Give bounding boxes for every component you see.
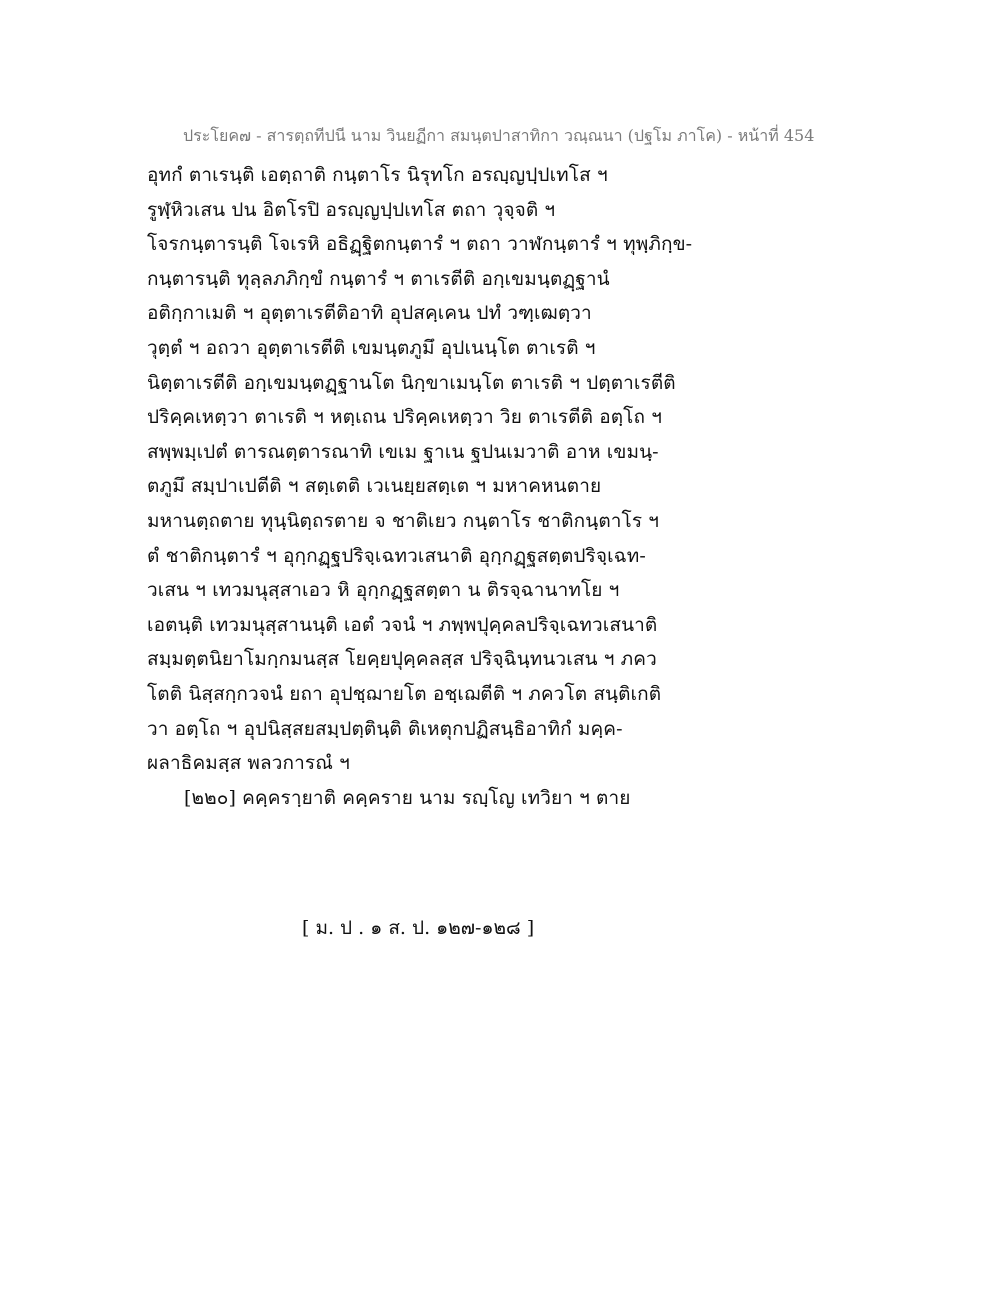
- text-line: ตภูมึ สมฺปาเปตีติ ฯ สตฺเตติ เวเนยฺยสตฺเต ฯ มหาคหนตาย: [147, 475, 602, 498]
- text-line: สพฺพมฺเปตํ ตารณตฺตารณาทิ เขเม ฐาเน ฐปนเมวาติ อาห เขมนฺ-: [147, 440, 659, 463]
- text-line: ผลาธิคมสฺส พลวการณํ ฯ: [147, 752, 350, 775]
- text-line: โจรกนฺตารนฺติ โจเรหิ อธิฏฺฐิตกนฺตารํ ฯ ตถา วาฬกนฺตารํ ฯ ทุพฺภิกฺข-: [147, 233, 693, 256]
- text-line: วา อตฺโถ ฯ อุปนิสฺสยสมฺปตฺตินฺติ ติเหตุกปฏิสนฺธิอาทิกํ มคฺค-: [147, 717, 623, 740]
- text-line: วุตฺตํ ฯ อถวา อุตฺตาเรตีติ เขมนฺตภูมึ อุปเนนฺโต ตาเรติ ฯ: [147, 336, 596, 359]
- body-text: [147, 158, 867, 815]
- text-line: วเสน ฯ เทวมนุสฺสาเอว หิ อุกฺกฏฺฐสตฺตา น ติรจฺฉานาทโย ฯ: [147, 579, 620, 602]
- text-line: โตติ นิสฺสกฺกวจนํ ยถา อุปชฺฌายโต อชฺเฌตีติ ฯ ภควโต สนฺติเกติ: [147, 682, 662, 705]
- text-line: อุทกํ ตาเรนฺติ เอตฺถาติ กนฺตาโร นิรุทโก อรญฺญปฺปเทโส ฯ: [147, 164, 608, 186]
- text-line: อติกฺกาเมติ ฯ อุตฺตาเรตีติอาทิ อุปสคฺเคน ปทํ วฑฺเฒตฺวา: [147, 302, 592, 325]
- running-header: ประโยค๗ - สารตฺถทีปนี นาม วินยฏีกา สมนฺตปาสาทิกา วณฺณนา (ปฐโม ภาโค) - หน้าที่ 454: [183, 126, 815, 145]
- text-line: นิตฺตาเรตีติ อกฺเขมนฺตฏฺฐานโต นิกฺขาเมนฺโต ตาเรติ ฯ ปตฺตาเรตีติ: [147, 371, 676, 394]
- text-line: สมฺมตฺตนิยาโมกฺกมนสฺส โยคฺยปุคฺคลสฺส ปริจฺฉินฺทนวเสน ฯ ภคว: [147, 648, 657, 671]
- paragraph-heading-line: [๒๒๐] คคฺคราฺยาติ คคฺคราย นาม รญฺโญ เทวิยา ฯ ตาย: [184, 786, 631, 809]
- text-line: กนฺตารนฺติ ทุลฺลภภิกฺขํ กนฺตารํ ฯ ตาเรตีติ อกฺเขมนฺตฏฺฐานํ: [147, 267, 610, 290]
- text-line: ปริคฺคเหตฺวา ตาเรติ ฯ หตฺเถน ปริคฺคเหตฺวา วิย ตาเรตีติ อตฺโถ ฯ: [147, 406, 662, 429]
- text-line: รูฬฺหิวเสน ปน อิตโรปิ อรญฺญปฺปเทโส ตถา วุจฺจติ ฯ: [147, 198, 556, 221]
- source-reference: [ ม. ป . ๑ ส. ป. ๑๒๗-๑๒๘ ]: [302, 917, 535, 939]
- text-line: ตํ ชาติกนฺตารํ ฯ อุกฺกฏฺฐปริจฺเฉทวเสนาติ อุกฺกฏฺฐสตฺตปริจฺเฉท-: [147, 544, 646, 567]
- text-line: เอตนฺติ เทวมนุสฺสานนฺติ เอตํ วจนํ ฯ ภพฺพปุคฺคลปริจฺเฉทวเสนาติ: [147, 613, 658, 636]
- text-line: มหานตฺถตาย ทุนฺนิตฺถรตาย จ ชาติเยว กนฺตาโร ชาติกนฺตาโร ฯ: [147, 509, 660, 532]
